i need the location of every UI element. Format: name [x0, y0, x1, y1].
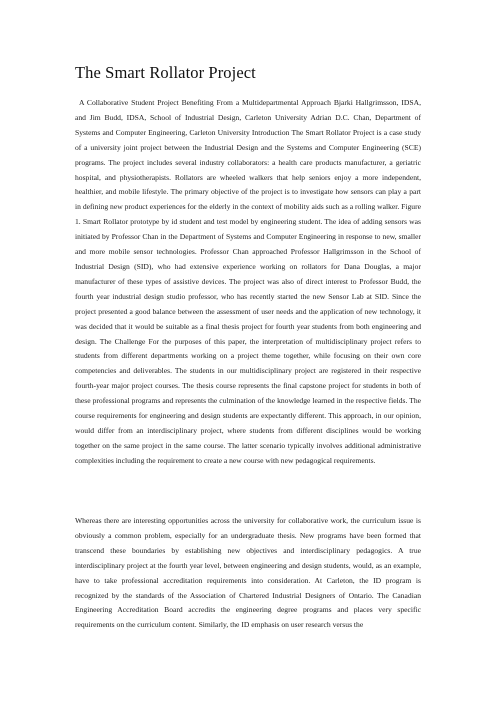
document-title: The Smart Rollator Project	[75, 63, 256, 82]
body-paragraph-1: A Collaborative Student Project Benefiting From a Multidepartmental Approach Bjarki Hallgrimsson, IDSA, and Jim Budd, IDSA, School of Industrial Design, Carleton University Adrian D.C. Chan, Department of Systems and Computer Engineering, Carleton University Introduction The Smart Rollator Project is a case study of a university joint project between the Industrial Design and the Systems and Computer Engineering (SCE) programs. The project includes several industry collaborators: a health care products manufacturer, a geriatric hospital, and physiotherapists. Rollators are wheeled walkers that help seniors enjoy a more independent, healthier, and mobile lifestyle. The primary objective of the project is to investigate how sensors can play a part in defining new product experiences for the elderly in the context of mobility aids such as a rolling walker. Figure 1. Smart Rollator prototype by id student and test model by engineering student. The idea of adding sensors was initiated by Professor Chan in the Department of Systems and Computer Engineering in response to new, smaller and more mobile sensor technologies. Professor Chan approached Professor Hallgrimsson in the School of Industrial Design (SID), who had extensive experience working on rollators for Dana Douglas, a major manufacturer of these types of assistive devices. The project was also of direct interest to Professor Budd, the fourth year industrial design studio professor, who has recently started the new Sensor Lab at SID. Since the project presented a good balance between the assessment of user needs and the application of new technology, it was decided that it would be suitable as a final thesis project for fourth year students from both engineering and design. The Challenge For the purposes of this paper, the interpretation of multidisciplinary project refers to students from different departments working on a project theme together, while focusing on their own core competencies and deliverables. The students in our multidisciplinary project are registered in their respective fourth-year major project courses. The thesis course represents the final capstone project for students in both of these professional programs and represents the culmination of the knowledge learned in the respective fields. The course requirements for engineering and design students are expectantly different. This approach, in our opinion, would differ from an interdisciplinary project, where students from different disciplines would be working together on the same project in the same course. The latter scenario typically involves additional administrative complexities including the requirement to create a new course with new pedagogical requirements.	[75, 98, 421, 465]
body-paragraph-2: Whereas there are interesting opportunities across the university for collaborative work, the curriculum issue is obviously a common problem, especially for an undergraduate thesis. New programs have been formed that transcend these boundaries by establishing new objectives and interdisciplinary pedagogics. A true interdisciplinary project at the fourth year level, between engineering and design students, would, as an example, have to take professional accreditation requirements into consideration. At Carleton, the ID program is recognized by the standards of the Association of Chartered Industrial Designers of Ontario. The Canadian Engineering Accreditation Board accredits the engineering degree programs and places very specific requirements on the curriculum content. Similarly, the ID emphasis on user research versus the	[75, 516, 421, 630]
